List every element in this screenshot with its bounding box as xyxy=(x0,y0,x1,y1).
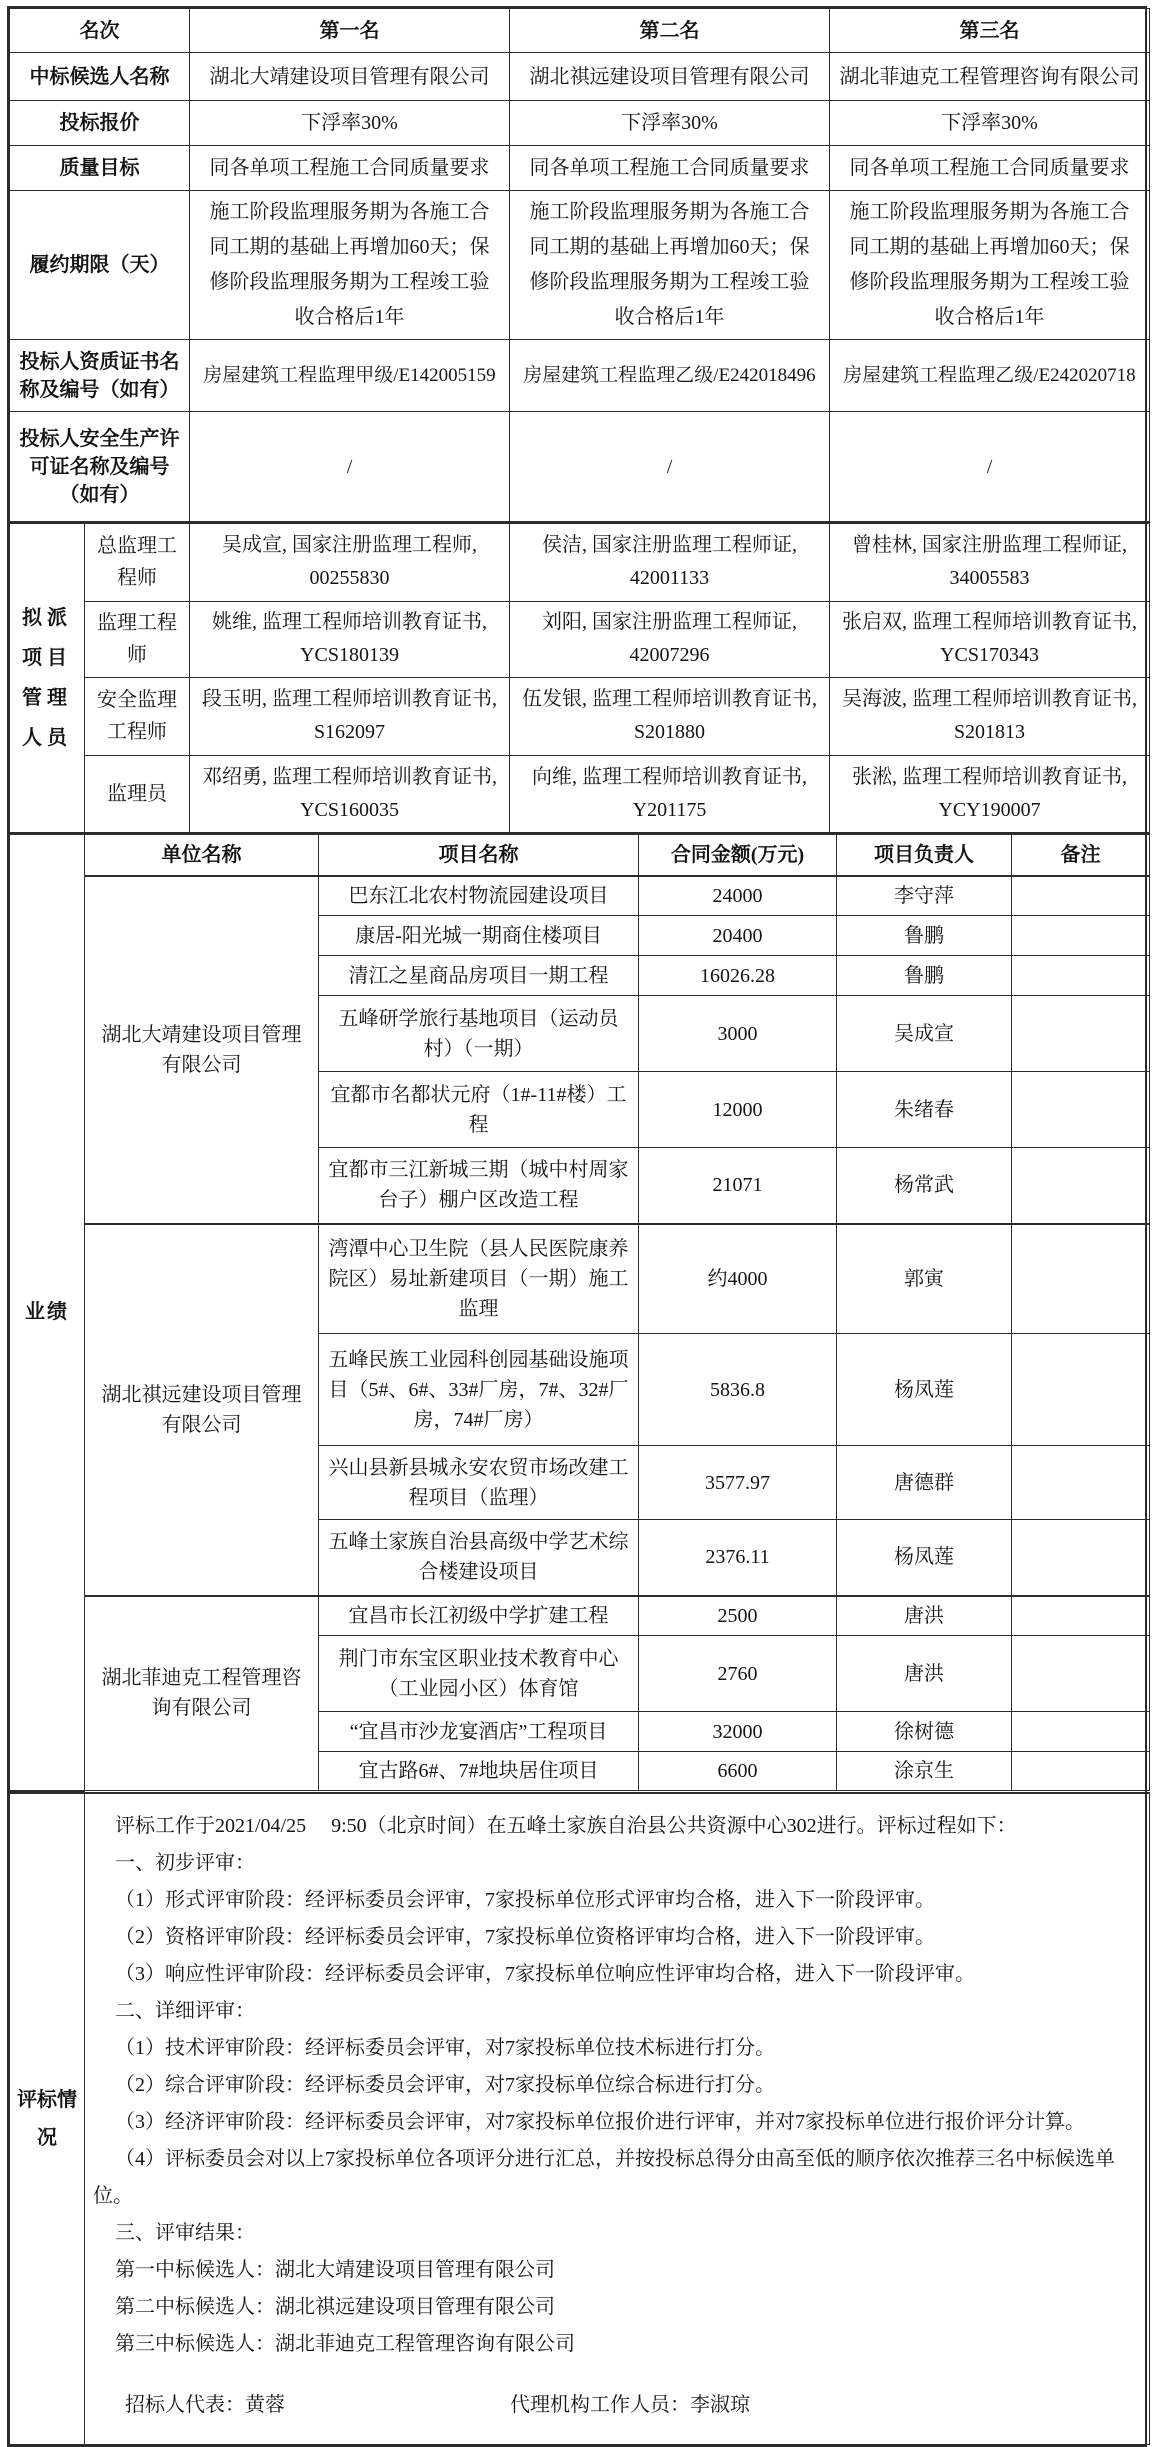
signature-line xyxy=(93,2387,1129,2424)
safety-supervisor-2: 伍发银, 监理工程师培训教育证书, S201880 xyxy=(510,677,830,755)
evaluation-line: 二、详细评审： xyxy=(115,1999,255,2022)
evaluation-line: （3）响应性评审阶段：经评标委员会评审，7家投标单位响应性评审均合格，进入下一阶段评审。 xyxy=(115,1962,975,1985)
project-name: 宜都市名都状元府（1#-11#楼）工程 xyxy=(319,1072,639,1148)
bid-evaluation-result-document xyxy=(7,6,1147,2447)
note-cell xyxy=(1012,1520,1150,1596)
safety-supervisor-3: 吴海波, 监理工程师培训教育证书, S201813 xyxy=(830,677,1150,755)
col-header-company: 单位名称 xyxy=(85,834,319,876)
safety-license-1: / xyxy=(190,412,510,522)
supervision-clerk-1: 邓绍勇, 监理工程师培训教育证书, YCS160035 xyxy=(190,755,510,832)
project-manager: 唐洪 xyxy=(837,1636,1012,1712)
rank-first-header: 第一名 xyxy=(190,9,510,53)
role-safety-supervisor: 安全监理工程师 xyxy=(85,677,190,755)
evaluation-line: 第一中标候选人：湖北大靖建设项目管理有限公司 xyxy=(115,2258,555,2281)
evaluation-group-label: 评标情况 xyxy=(10,1793,85,2445)
project-manager: 唐德群 xyxy=(837,1446,1012,1520)
evaluation-line: 三、评审结果： xyxy=(115,2221,255,2244)
qualification-cert-2: 房屋建筑工程监理乙级/E242018496 xyxy=(510,340,830,412)
contract-amount: 3000 xyxy=(639,996,837,1072)
bid-price-3: 下浮率30% xyxy=(830,101,1150,146)
contract-amount: 20400 xyxy=(639,916,837,956)
safety-supervisor-1: 段玉明, 监理工程师培训教育证书, S162097 xyxy=(190,677,510,755)
project-manager: 朱绪春 xyxy=(837,1072,1012,1148)
supervision-clerk-3: 张淞, 监理工程师培训教育证书, YCY190007 xyxy=(830,755,1150,832)
qualification-cert-3: 房屋建筑工程监理乙级/E242020718 xyxy=(830,340,1150,412)
evaluation-line: （3）经济评审阶段：经评标委员会评审，对7家投标单位报价进行评审，并对7家投标单位进行报价评分计算。 xyxy=(115,2110,1085,2133)
project-name: “宜昌市沙龙宴酒店”工程项目 xyxy=(319,1712,639,1752)
project-manager: 鲁鹏 xyxy=(837,916,1012,956)
role-chief-supervisor: 总监理工程师 xyxy=(85,523,190,601)
chief-supervisor-2: 侯洁, 国家注册监理工程师证, 42001133 xyxy=(510,523,830,601)
contract-amount: 21071 xyxy=(639,1148,837,1224)
col-header-manager: 项目负责人 xyxy=(837,834,1012,876)
row-label-quality-goal: 质量目标 xyxy=(10,146,190,191)
performance-group-label: 业绩 xyxy=(10,834,85,1791)
evaluation-line: 评标工作于2021/04/25 9:50（北京时间）在五峰土家族自治县公共资源中心302进行。评标过程如下： xyxy=(115,1814,1017,1837)
note-cell xyxy=(1012,956,1150,996)
safety-license-2: / xyxy=(510,412,830,522)
contract-amount: 6600 xyxy=(639,1752,837,1791)
project-name: 五峰土家族自治县高级中学艺术综合楼建设项目 xyxy=(319,1520,639,1596)
contract-amount: 3577.97 xyxy=(639,1446,837,1520)
col-header-amount: 合同金额(万元) xyxy=(639,834,837,876)
evaluation-line: 第三中标候选人：湖北菲迪克工程管理咨询有限公司 xyxy=(115,2332,575,2355)
project-manager: 李守萍 xyxy=(837,876,1012,916)
row-label-performance-period: 履约期限（天） xyxy=(10,191,190,340)
evaluation-line: （1）技术评审阶段：经评标委员会评审，对7家投标单位技术标进行打分。 xyxy=(115,2036,775,2059)
note-cell xyxy=(1012,1072,1150,1148)
project-name: 巴东江北农村物流园建设项目 xyxy=(319,876,639,916)
contract-amount: 32000 xyxy=(639,1712,837,1752)
bid-price-2: 下浮率30% xyxy=(510,101,830,146)
project-manager: 唐洪 xyxy=(837,1596,1012,1636)
supervisor-3: 张启双, 监理工程师培训教育证书, YCS170343 xyxy=(830,601,1150,677)
evaluation-table xyxy=(9,1792,1150,2445)
rank-third-header: 第三名 xyxy=(830,9,1150,53)
contract-amount: 5836.8 xyxy=(639,1334,837,1446)
note-cell xyxy=(1012,916,1150,956)
note-cell xyxy=(1012,1224,1150,1334)
note-cell xyxy=(1012,1752,1150,1791)
performance-period-3: 施工阶段监理服务期为各施工合同工期的基础上再增加60天；保修阶段监理服务期为工程竣工验收合格后1年 xyxy=(830,191,1150,340)
row-label-candidate-name: 中标候选人名称 xyxy=(10,53,190,101)
evaluation-line: （1）形式评审阶段：经评标委员会评审，7家投标单位形式评审均合格，进入下一阶段评审。 xyxy=(115,1888,935,1911)
note-cell xyxy=(1012,1596,1150,1636)
project-name: 宜都市三江新城三期（城中村周家台子）棚户区改造工程 xyxy=(319,1148,639,1224)
row-label-qualification-cert: 投标人资质证书名称及编号（如有） xyxy=(10,340,190,412)
rank-header-label: 名次 xyxy=(10,9,190,53)
chief-supervisor-1: 吴成宣, 国家注册监理工程师, 00255830 xyxy=(190,523,510,601)
project-manager: 吴成宣 xyxy=(837,996,1012,1072)
contract-amount: 2760 xyxy=(639,1636,837,1712)
contract-amount: 24000 xyxy=(639,876,837,916)
performance-period-1: 施工阶段监理服务期为各施工合同工期的基础上再增加60天；保修阶段监理服务期为工程竣工验收合格后1年 xyxy=(190,191,510,340)
project-name: 宜昌市长江初级中学扩建工程 xyxy=(319,1596,639,1636)
evaluation-line: （4）评标委员会对以上7家投标单位各项评分进行汇总，并按投标总得分由高至低的顺序依次推荐三名中标候选单位。 xyxy=(93,2147,1115,2207)
note-cell xyxy=(1012,1712,1150,1752)
project-manager: 杨凤莲 xyxy=(837,1334,1012,1446)
candidate-name-2: 湖北祺远建设项目管理有限公司 xyxy=(510,53,830,101)
note-cell xyxy=(1012,1148,1150,1224)
agency-staff-signature: 代理机构工作人员：李淑琼 xyxy=(510,2393,750,2416)
supervision-clerk-2: 向维, 监理工程师培训教育证书, Y201175 xyxy=(510,755,830,832)
personnel-group-label: 拟派项目管理人员 xyxy=(10,523,85,832)
supervisor-1: 姚维, 监理工程师培训教育证书, YCS180139 xyxy=(190,601,510,677)
project-name: 五峰民族工业园科创园基础设施项目（5#、6#、33#厂房，7#、32#厂房，74#厂房） xyxy=(319,1334,639,1446)
note-cell xyxy=(1012,876,1150,916)
quality-goal-1: 同各单项工程施工合同质量要求 xyxy=(190,146,510,191)
contract-amount: 16026.28 xyxy=(639,956,837,996)
evaluation-body xyxy=(85,1793,1150,2445)
project-name: 五峰研学旅行基地项目（运动员村）（一期） xyxy=(319,996,639,1072)
role-supervision-clerk: 监理员 xyxy=(85,755,190,832)
contract-amount: 2500 xyxy=(639,1596,837,1636)
company-name-1: 湖北大靖建设项目管理有限公司 xyxy=(85,876,319,1224)
project-name: 清江之星商品房项目一期工程 xyxy=(319,956,639,996)
project-name: 康居-阳光城一期商住楼项目 xyxy=(319,916,639,956)
bid-price-1: 下浮率30% xyxy=(190,101,510,146)
project-manager: 杨凤莲 xyxy=(837,1520,1012,1596)
performance-table xyxy=(9,833,1150,1792)
contract-amount: 2376.11 xyxy=(639,1520,837,1596)
chief-supervisor-3: 曾桂林, 国家注册监理工程师证, 34005583 xyxy=(830,523,1150,601)
note-cell xyxy=(1012,1636,1150,1712)
note-cell xyxy=(1012,1446,1150,1520)
personnel-table xyxy=(9,522,1150,833)
project-name: 宜古路6#、7#地块居住项目 xyxy=(319,1752,639,1791)
evaluation-line: 一、初步评审： xyxy=(115,1851,255,1874)
col-header-note: 备注 xyxy=(1012,834,1150,876)
ranking-table xyxy=(9,8,1150,522)
role-supervisor: 监理工程师 xyxy=(85,601,190,677)
note-cell xyxy=(1012,996,1150,1072)
company-name-3: 湖北菲迪克工程管理咨询有限公司 xyxy=(85,1596,319,1791)
project-name: 荆门市东宝区职业技术教育中心（工业园小区）体育馆 xyxy=(319,1636,639,1712)
col-header-project: 项目名称 xyxy=(319,834,639,876)
project-name: 兴山县新县城永安农贸市场改建工程项目（监理） xyxy=(319,1446,639,1520)
supervisor-2: 刘阳, 国家注册监理工程师证, 42007296 xyxy=(510,601,830,677)
quality-goal-2: 同各单项工程施工合同质量要求 xyxy=(510,146,830,191)
candidate-name-1: 湖北大靖建设项目管理有限公司 xyxy=(190,53,510,101)
evaluation-line: 第二中标候选人：湖北祺远建设项目管理有限公司 xyxy=(115,2295,555,2318)
owner-representative-signature: 招标人代表：黄蓉 xyxy=(125,2393,285,2416)
row-label-bid-price: 投标报价 xyxy=(10,101,190,146)
evaluation-line: （2）综合评审阶段：经评标委员会评审，对7家投标单位综合标进行打分。 xyxy=(115,2073,775,2096)
project-manager: 徐树德 xyxy=(837,1712,1012,1752)
company-name-2: 湖北祺远建设项目管理有限公司 xyxy=(85,1224,319,1596)
rank-second-header: 第二名 xyxy=(510,9,830,53)
project-manager: 郭寅 xyxy=(837,1224,1012,1334)
safety-license-3: / xyxy=(830,412,1150,522)
contract-amount: 约4000 xyxy=(639,1224,837,1334)
project-name: 湾潭中心卫生院（县人民医院康养院区）易址新建项目（一期）施工监理 xyxy=(319,1224,639,1334)
note-cell xyxy=(1012,1334,1150,1446)
row-label-safety-license: 投标人安全生产许可证名称及编号（如有） xyxy=(10,412,190,522)
performance-period-2: 施工阶段监理服务期为各施工合同工期的基础上再增加60天；保修阶段监理服务期为工程竣工验收合格后1年 xyxy=(510,191,830,340)
contract-amount: 12000 xyxy=(639,1072,837,1148)
evaluation-line: （2）资格评审阶段：经评标委员会评审，7家投标单位资格评审均合格，进入下一阶段评审。 xyxy=(115,1925,935,1948)
qualification-cert-1: 房屋建筑工程监理甲级/E142005159 xyxy=(190,340,510,412)
candidate-name-3: 湖北菲迪克工程管理咨询有限公司 xyxy=(830,53,1150,101)
project-manager: 杨常武 xyxy=(837,1148,1012,1224)
project-manager: 涂京生 xyxy=(837,1752,1012,1791)
quality-goal-3: 同各单项工程施工合同质量要求 xyxy=(830,146,1150,191)
project-manager: 鲁鹏 xyxy=(837,956,1012,996)
